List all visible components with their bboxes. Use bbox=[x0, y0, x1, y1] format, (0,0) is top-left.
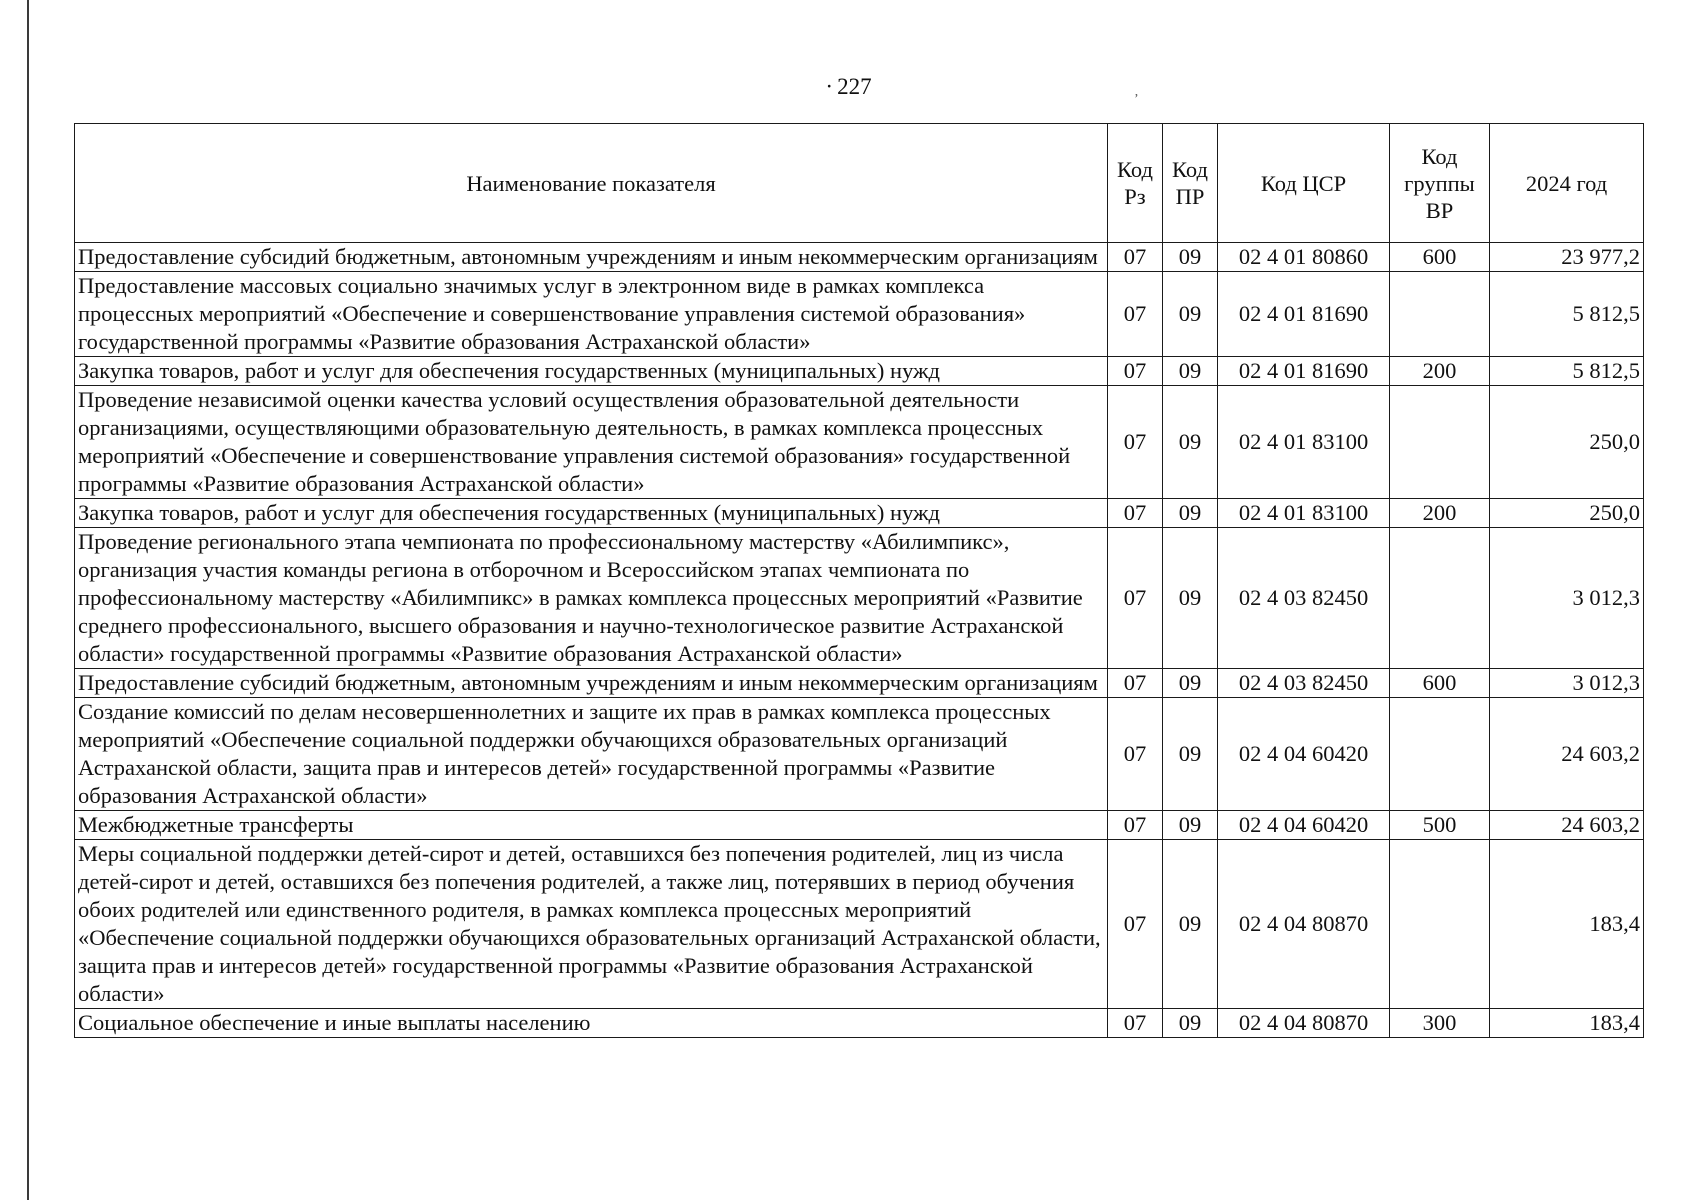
binding-line bbox=[27, 0, 29, 1200]
table-row bbox=[75, 499, 1644, 528]
header-pr: Код ПР bbox=[1163, 124, 1218, 243]
row-amount: 3 012,3 bbox=[1490, 669, 1644, 698]
row-amount: 5 812,5 bbox=[1490, 272, 1644, 357]
row-amount: 5 812,5 bbox=[1490, 357, 1644, 386]
row-csr: 02 4 01 81690 bbox=[1218, 272, 1390, 357]
table-row bbox=[75, 243, 1644, 272]
budget-table bbox=[74, 123, 1644, 1038]
row-vr: 600 bbox=[1390, 669, 1490, 698]
table-header bbox=[75, 124, 1644, 243]
row-csr: 02 4 03 82450 bbox=[1218, 528, 1390, 669]
row-csr: 02 4 03 82450 bbox=[1218, 669, 1390, 698]
row-vr bbox=[1390, 698, 1490, 811]
row-pr: 09 bbox=[1163, 840, 1218, 1009]
row-name: Предоставление субсидий бюджетным, автономным учреждениям и иным некоммерческим организациям bbox=[75, 669, 1108, 698]
row-vr: 200 bbox=[1390, 499, 1490, 528]
table-body bbox=[75, 243, 1644, 1038]
row-name: Проведение независимой оценки качества условий осуществления образовательной деятельности организациями, осуществляющими образовательную деятельность, в рамках комплекса процессных мероприятий «Обеспечение и совершенствование управления системой образования» государственной программы «Развитие образования Астраханской области» bbox=[75, 386, 1108, 499]
row-name: Социальное обеспечение и иные выплаты населению bbox=[75, 1009, 1108, 1038]
row-rz: 07 bbox=[1108, 698, 1163, 811]
page-number-container bbox=[0, 74, 1697, 100]
row-name: Закупка товаров, работ и услуг для обеспечения государственных (муниципальных) нужд bbox=[75, 357, 1108, 386]
table-row bbox=[75, 528, 1644, 669]
row-vr bbox=[1390, 386, 1490, 499]
row-csr: 02 4 01 80860 bbox=[1218, 243, 1390, 272]
row-name: Создание комиссий по делам несовершеннолетних и защите их прав в рамках комплекса процессных мероприятий «Обеспечение социальной поддержки обучающихся образовательных организаций Астраханской области, защита прав и интересов детей» государственной программы «Развитие образования Астраханской области» bbox=[75, 698, 1108, 811]
row-vr bbox=[1390, 528, 1490, 669]
table-row bbox=[75, 386, 1644, 499]
table-row bbox=[75, 669, 1644, 698]
row-rz: 07 bbox=[1108, 386, 1163, 499]
row-csr: 02 4 04 60420 bbox=[1218, 811, 1390, 840]
row-amount: 24 603,2 bbox=[1490, 811, 1644, 840]
row-csr: 02 4 04 80870 bbox=[1218, 840, 1390, 1009]
row-pr: 09 bbox=[1163, 386, 1218, 499]
header-name: Наименование показателя bbox=[75, 124, 1108, 243]
row-amount: 3 012,3 bbox=[1490, 528, 1644, 669]
header-vr: Код группы ВР bbox=[1390, 124, 1490, 243]
page-number: 227 bbox=[837, 74, 872, 99]
row-amount: 183,4 bbox=[1490, 1009, 1644, 1038]
row-rz: 07 bbox=[1108, 499, 1163, 528]
table-row bbox=[75, 811, 1644, 840]
row-name: Предоставление массовых социально значимых услуг в электронном виде в рамках комплекса процессных мероприятий «Обеспечение и совершенствование управления системой образования» государственной программы «Развитие образования Астраханской области» bbox=[75, 272, 1108, 357]
row-pr: 09 bbox=[1163, 698, 1218, 811]
row-pr: 09 bbox=[1163, 528, 1218, 669]
header-year: 2024 год bbox=[1490, 124, 1644, 243]
row-amount: 250,0 bbox=[1490, 386, 1644, 499]
row-name: Предоставление субсидий бюджетным, автономным учреждениям и иным некоммерческим организациям bbox=[75, 243, 1108, 272]
row-rz: 07 bbox=[1108, 272, 1163, 357]
row-name: Межбюджетные трансферты bbox=[75, 811, 1108, 840]
table-row bbox=[75, 357, 1644, 386]
row-name: Меры социальной поддержки детей-сирот и детей, оставшихся без попечения родителей, лиц из числа детей-сирот и детей, оставшихся без попечения родителей, а также лиц, потерявших в период обучения обоих родителей или единственного родителя, в рамках комплекса процессных мероприятий «Обеспечение социальной поддержки обучающихся образовательных организаций Астраханской области, защита прав и интересов детей» государственной программы «Развитие образования Астраханской области» bbox=[75, 840, 1108, 1009]
table-row bbox=[75, 272, 1644, 357]
row-pr: 09 bbox=[1163, 499, 1218, 528]
row-vr: 200 bbox=[1390, 357, 1490, 386]
row-csr: 02 4 04 80870 bbox=[1218, 1009, 1390, 1038]
row-pr: 09 bbox=[1163, 357, 1218, 386]
table-row bbox=[75, 1009, 1644, 1038]
row-csr: 02 4 04 60420 bbox=[1218, 698, 1390, 811]
row-name: Проведение регионального этапа чемпионата по профессиональному мастерству «Абилимпикс», организация участия команды региона в отборочном и Всероссийском этапах чемпионата по профессиональному мастерству «Абилимпикс» в рамках комплекса процессных мероприятий «Развитие среднего профессионального, высшего образования и научно-технологическое развитие Астраханской области» государственной программы «Развитие образования Астраханской области» bbox=[75, 528, 1108, 669]
row-rz: 07 bbox=[1108, 528, 1163, 669]
row-amount: 183,4 bbox=[1490, 840, 1644, 1009]
row-pr: 09 bbox=[1163, 1009, 1218, 1038]
row-pr: 09 bbox=[1163, 669, 1218, 698]
row-name: Закупка товаров, работ и услуг для обеспечения государственных (муниципальных) нужд bbox=[75, 499, 1108, 528]
table-row bbox=[75, 698, 1644, 811]
row-rz: 07 bbox=[1108, 243, 1163, 272]
row-rz: 07 bbox=[1108, 840, 1163, 1009]
row-csr: 02 4 01 83100 bbox=[1218, 386, 1390, 499]
row-pr: 09 bbox=[1163, 243, 1218, 272]
header-rz: Код Рз bbox=[1108, 124, 1163, 243]
row-amount: 250,0 bbox=[1490, 499, 1644, 528]
row-amount: 23 977,2 bbox=[1490, 243, 1644, 272]
row-pr: 09 bbox=[1163, 811, 1218, 840]
scan-dot: · bbox=[825, 74, 834, 99]
row-pr: 09 bbox=[1163, 272, 1218, 357]
row-vr: 500 bbox=[1390, 811, 1490, 840]
row-rz: 07 bbox=[1108, 357, 1163, 386]
table-row bbox=[75, 840, 1644, 1009]
scan-mark: ʼ bbox=[1134, 92, 1139, 107]
row-vr: 600 bbox=[1390, 243, 1490, 272]
row-csr: 02 4 01 83100 bbox=[1218, 499, 1390, 528]
row-vr bbox=[1390, 840, 1490, 1009]
row-amount: 24 603,2 bbox=[1490, 698, 1644, 811]
row-rz: 07 bbox=[1108, 811, 1163, 840]
header-row bbox=[75, 124, 1644, 243]
row-csr: 02 4 01 81690 bbox=[1218, 357, 1390, 386]
row-rz: 07 bbox=[1108, 669, 1163, 698]
row-vr bbox=[1390, 272, 1490, 357]
row-vr: 300 bbox=[1390, 1009, 1490, 1038]
row-rz: 07 bbox=[1108, 1009, 1163, 1038]
header-csr: Код ЦСР bbox=[1218, 124, 1390, 243]
